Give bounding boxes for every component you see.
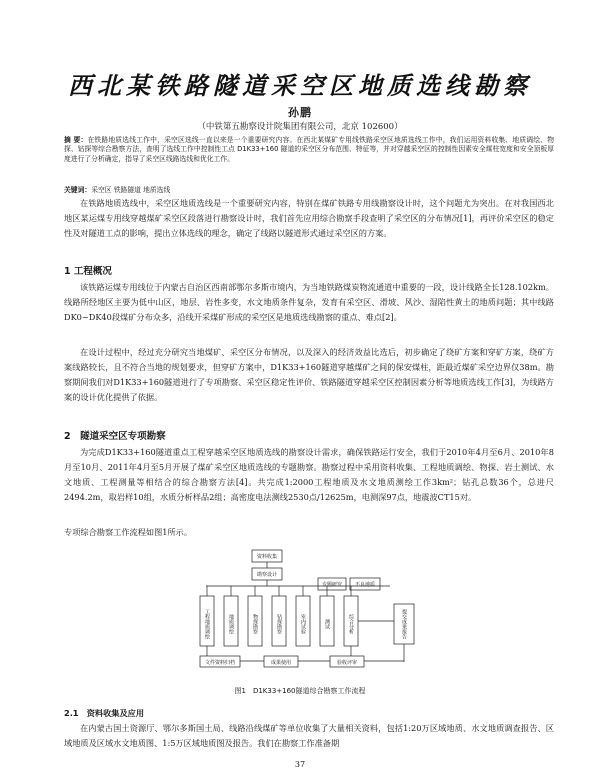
label-col7: 综合分析 (348, 614, 354, 634)
workflow-diagram (190, 548, 440, 683)
paper-title: 西北某铁路隧道采空区地质选线勘察 (68, 72, 532, 100)
section-1-paragraph-1: 该铁路运煤专用线位于内蒙古自治区西南部鄂尔多斯市境内，为当地铁路煤炭物流通道中重要的一段，设计线路全长128.102km。线路所经地区主要为低中山区，地层、岩性多变，水文地质条件复杂，发育有采空区、滑坡、风沙、湿陷性黄土的地质问题；其中线路DK0~DK40段煤矿分布众多，沿线开采煤矿形成的采空区是地质选线勘察的重点、难点[2]。 (64, 282, 554, 322)
label-col2: 地质调绘 (228, 614, 234, 634)
abstract-text: 在铁路地质选线工作中，采空区选线一直以来是一个重要研究内容。在西北某煤矿专用线铁路采空区地质选线工作中，我们运用资料收集、地质调绘、物探、钻探等综合勘察方法，查明了选线工作中控制性工点 D1K33+160 隧道的采空区分布范围、特征等，并对穿越采空区的控制性因素安全煤柱宽度和安全顶板厚度进行了分析确定，指导了采空区线路选线和优化工作。 (64, 136, 554, 163)
label-difficulty-zone: 不良地质 (354, 582, 376, 588)
abstract-label: 摘 要： (64, 136, 88, 144)
keywords-label: 关键词： (64, 186, 92, 194)
page-number: 37 (294, 760, 306, 769)
label-col6: 测试 (324, 619, 330, 629)
label-col1: 工程地质调绘 (204, 609, 210, 639)
section-2-1-paragraph: 在内蒙古国土资源厅、鄂尔多斯国土局、线路沿线煤矿等单位收集了大量相关资料，包括1:20万区域地质、水文地质调查报告、区域地质及区域水文地质图、1:5万区域地质图及报告。我们在勘察工作准备期 (64, 723, 554, 748)
label-feedback: 成果使用 (270, 660, 292, 666)
author-affiliation: （中铁第五勘察设计院集团有限公司，北京 102600） (197, 122, 403, 132)
label-result: 提交成果报告 (401, 609, 407, 639)
section-2-1-heading: 2.1 资料收集及应用 (64, 708, 145, 718)
label-final: 验收评审 (336, 660, 358, 666)
section-2-heading: 2 隧道采空区专项勘察 (64, 431, 166, 442)
label-col3: 物探勘察 (252, 614, 258, 634)
label-file-report: 文件资料归档 (204, 660, 236, 666)
label-survey-design: 勘察设计 (256, 572, 278, 578)
abstract (64, 136, 554, 164)
author-name: 孙鹏 (288, 106, 312, 119)
label-special-survey: 专题研究 (321, 582, 343, 588)
keywords (64, 184, 554, 194)
intro-paragraph: 在铁路地质选线中，采空区地质选线是一个重要研究内容，特别在煤矿铁路专用线勘察设计时，这个问题尤为突出。在对我国西北地区某运煤专用线穿越煤矿采空区段落进行勘察设计时，我们首先应用综合勘察手段查明了采空区的分布情况[1]，再评价采空区的稳定性及对隧道工点的影响，提出立体选线的理念，确定了线路以隧道形式通过采空区的方案。 (64, 198, 554, 238)
section-2-paragraph-2: 专项综合勘察工作流程如图1所示。 (64, 527, 193, 537)
workflow-figure (190, 548, 440, 683)
label-data-collection: 资料收集 (256, 554, 278, 560)
label-col4: 钻探勘察 (276, 614, 282, 634)
label-col5: 室内试验 (300, 614, 306, 634)
section-1-heading: 1 工程概况 (64, 266, 112, 277)
section-2-paragraph-1: 为完成D1K33+160隧道重点工程穿越采空区地质选线的勘察设计需求，确保铁路运行安全，我们于2010年4月至6月、2010年8月至10月、2011年4月至5月开展了煤矿采空区地质选线的专题勘察。勘察过程中采用资料收集、工程地质调绘、物探、岩土测试、水文地质、工程测量等相结合的综合勘察方法[4]。共完成1:2000工程地质及水文地质测绘工作3km²；钻孔总数36个，总进尺2494.2m，取岩样10组，水质分析样品2组；高密度电法测线2530点/12625m，电测深97点，地震波CT15对。 (64, 447, 554, 502)
section-1-paragraph-2: 在设计过程中，经过充分研究当地煤矿、采空区分布情况，以及深入的经济效益比选后，初步确定了绕矿方案和穿矿方案，绕矿方案线路较长，且不符合当地的规划要求，但穿矿方案中，D1K33+160隧道穿越煤矿之间的保安煤柱，距最近煤矿采空边界仅38m。勘察期间我们对D1K33+160隧道进行了专项勘察、采空区稳定性评价、铁路隧道穿越采空区控制因素分析等地质选线工作[3]，为线路方案的设计优化提供了依据。 (64, 347, 554, 402)
figure-caption: 图1 D1K33+160隧道综合勘察工作流程 (234, 687, 366, 695)
keywords-text: 采空区 铁路隧道 地质选线 (91, 186, 171, 194)
